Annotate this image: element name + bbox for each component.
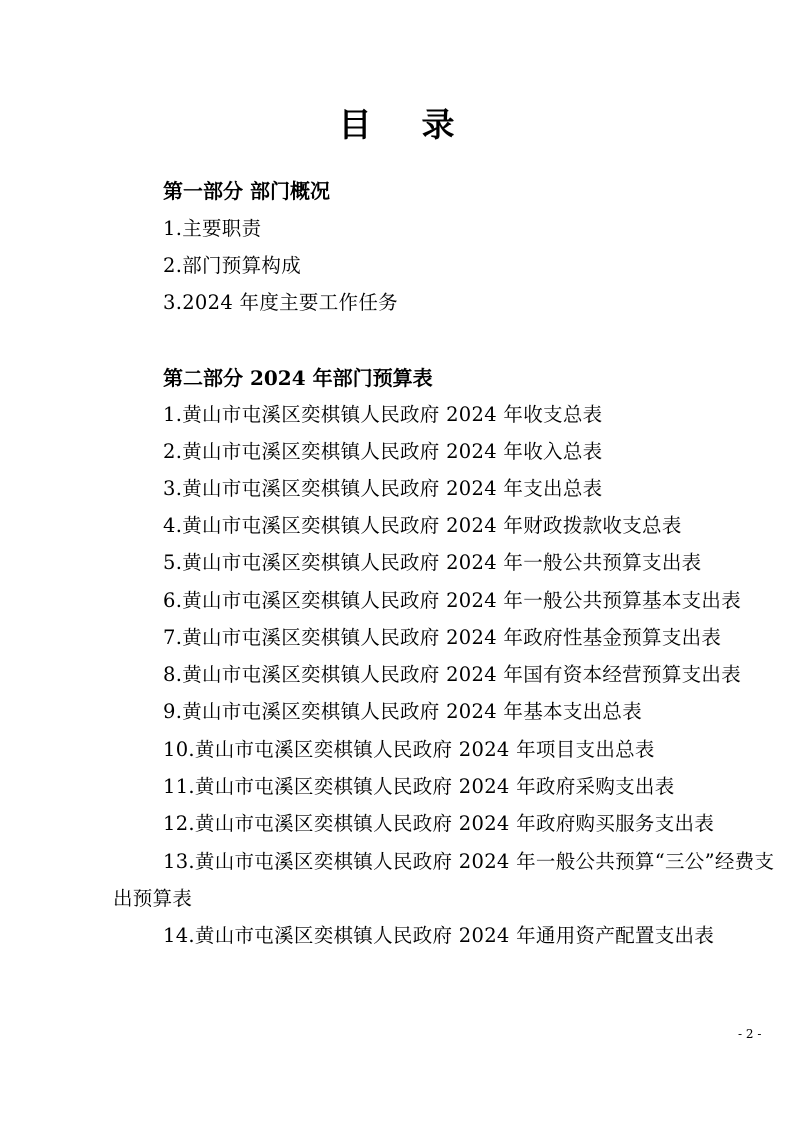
part2-item-8: 8.黄山市屯溪区奕棋镇人民政府 2024 年国有资本经营预算支出表 bbox=[163, 663, 742, 686]
part1-item-1: 1.主要职责 bbox=[163, 217, 262, 240]
page-number: - 2 - bbox=[738, 1027, 762, 1041]
part2-item-12: 12.黄山市屯溪区奕棋镇人民政府 2024 年政府购买服务支出表 bbox=[163, 812, 715, 835]
part2-item-11: 11.黄山市屯溪区奕棋镇人民政府 2024 年政府采购支出表 bbox=[163, 775, 675, 798]
part2-item-1: 1.黄山市屯溪区奕棋镇人民政府 2024 年收支总表 bbox=[163, 403, 603, 426]
part2-item-14: 14.黄山市屯溪区奕棋镇人民政府 2024 年通用资产配置支出表 bbox=[163, 924, 715, 947]
part2-item-6: 6.黄山市屯溪区奕棋镇人民政府 2024 年一般公共预算基本支出表 bbox=[163, 589, 742, 612]
part1-heading: 第一部分 部门概况 bbox=[163, 179, 330, 203]
part1-item-3: 3.2024 年度主要工作任务 bbox=[163, 291, 398, 314]
part2-item-4: 4.黄山市屯溪区奕棋镇人民政府 2024 年财政拨款收支总表 bbox=[163, 514, 682, 537]
title-char-1: 目 bbox=[338, 105, 372, 144]
part2-item-5: 5.黄山市屯溪区奕棋镇人民政府 2024 年一般公共预算支出表 bbox=[163, 551, 702, 574]
part2-item-3: 3.黄山市屯溪区奕棋镇人民政府 2024 年支出总表 bbox=[163, 477, 603, 500]
page-title bbox=[0, 103, 793, 147]
title-char-2: 录 bbox=[421, 105, 455, 144]
part2-item-10: 10.黄山市屯溪区奕棋镇人民政府 2024 年项目支出总表 bbox=[163, 738, 655, 761]
part2-item-13: 13.黄山市屯溪区奕棋镇人民政府 2024 年一般公共预算“三公”经费支出预算表 bbox=[113, 850, 775, 910]
part1-item-2: 2.部门预算构成 bbox=[163, 254, 302, 277]
part2-item-9: 9.黄山市屯溪区奕棋镇人民政府 2024 年基本支出总表 bbox=[163, 700, 643, 723]
part2-item-2: 2.黄山市屯溪区奕棋镇人民政府 2024 年收入总表 bbox=[163, 440, 603, 463]
part2-heading: 第二部分 2024 年部门预算表 bbox=[163, 366, 433, 390]
part2-item-7: 7.黄山市屯溪区奕棋镇人民政府 2024 年政府性基金预算支出表 bbox=[163, 626, 722, 649]
